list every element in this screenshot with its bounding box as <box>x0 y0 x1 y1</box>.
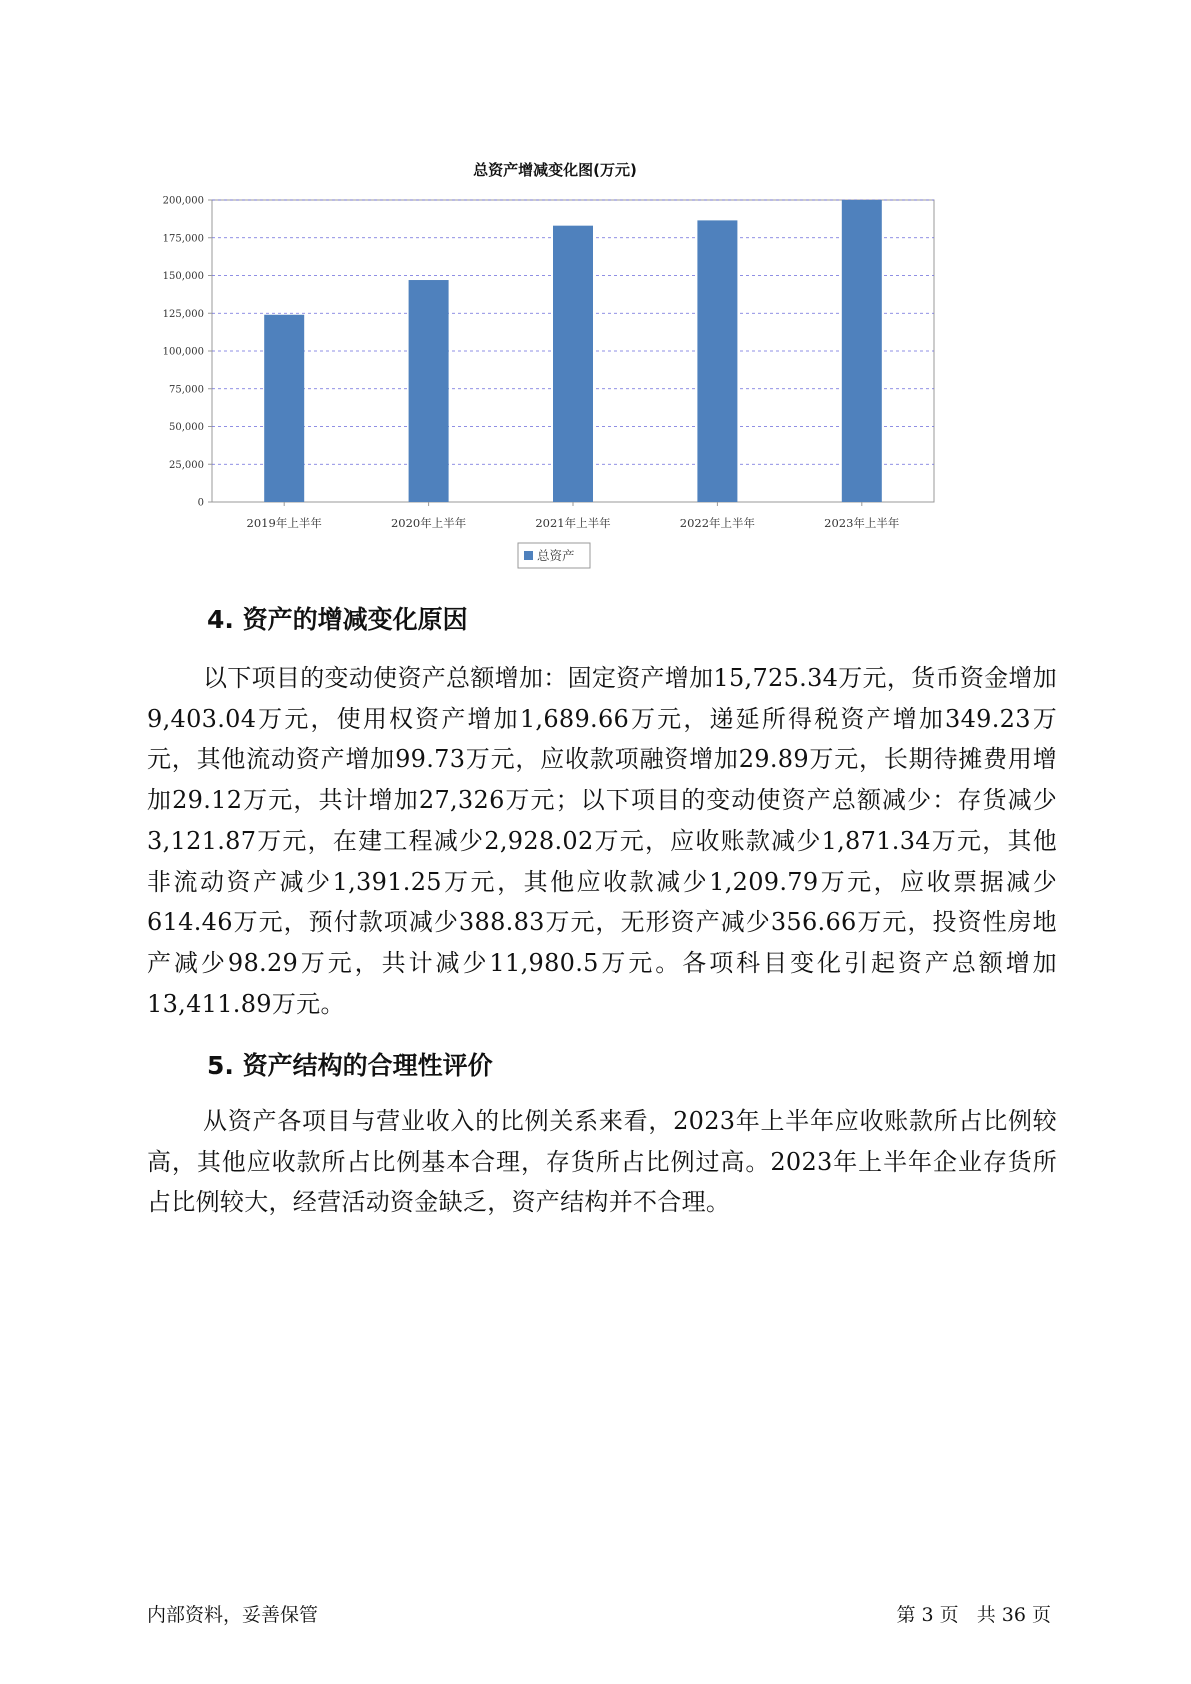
x-tick-label: 2020年上半年 <box>390 516 467 530</box>
x-tick-label: 2022年上半年 <box>679 516 756 530</box>
y-tick-label: 125,000 <box>162 308 204 320</box>
bar-2022年上半年 <box>697 220 737 502</box>
chart-title: 总资产增减变化图(万元) <box>473 161 637 179</box>
paragraph-asset-change-reasons: 以下项目的变动使资产总额增加：固定资产增加15,725.34万元，货币资金增加9,403.04万元，使用权资产增加1,689.66万元，递延所得税资产增加349.23万元，其他流动资产增加99.73万元，应收款项融资增加29.89万元，长期待摊费用增加29.12万元，共计增加27,326万元；以下项目的变动使资产总额减少：存货减少3,121.87万元，在建工程减少2,928.02万元，应收账款减少1,871.34万元，其他非流动资产减少1,391.25万元，其他应收款减少1,209.79万元，应收票据减少614.46万元，预付款项减少388.83万元，无形资产减少356.66万元，投资性房地产减少98.29万元，共计减少11,980.5万元。各项科目变化引起资产总额增加13,411.89万元。 <box>147 664 1057 1018</box>
total-assets-bar-chart <box>150 160 1030 620</box>
section-heading-asset-structure: 5. 资产结构的合理性评价 <box>207 1051 493 1080</box>
paragraph-asset-structure: 从资产各项目与营业收入的比例关系来看，2023年上半年应收账款所占比例较高，其他应收款所占比例基本合理，存货所占比例过高。2023年上半年企业存货所占比例较大，经营活动资金缺乏，资产结构并不合理。 <box>147 1107 1057 1217</box>
footer-page-number: 第 3 页 共 36 页 <box>896 1604 1051 1626</box>
y-tick-label: 50,000 <box>169 422 204 433</box>
x-tick-label: 2023年上半年 <box>824 516 900 530</box>
legend-label: 总资产 <box>537 548 575 563</box>
bar-2023年上半年 <box>842 200 882 502</box>
bar-2020年上半年 <box>409 280 449 502</box>
y-tick-label: 0 <box>197 497 204 509</box>
y-tick-label: 100,000 <box>162 346 204 358</box>
legend-swatch <box>524 551 533 560</box>
bar-2021年上半年 <box>553 226 593 502</box>
y-tick-label: 175,000 <box>162 233 204 245</box>
y-tick-label: 25,000 <box>169 459 204 471</box>
y-tick-label: 200,000 <box>162 195 204 207</box>
y-tick-label: 150,000 <box>162 271 204 282</box>
x-axis-ticks <box>247 502 900 530</box>
x-tick-label: 2019年上半年 <box>246 516 322 530</box>
chart-legend <box>518 543 590 568</box>
x-tick-label: 2021年上半年 <box>535 516 611 530</box>
y-axis-ticks <box>163 196 212 509</box>
section-heading-asset-change-reasons: 4. 资产的增减变化原因 <box>207 605 468 634</box>
footer-confidential-note: 内部资料，妥善保管 <box>147 1604 319 1626</box>
y-tick-label: 75,000 <box>169 384 204 396</box>
bar-2019年上半年 <box>264 315 304 502</box>
